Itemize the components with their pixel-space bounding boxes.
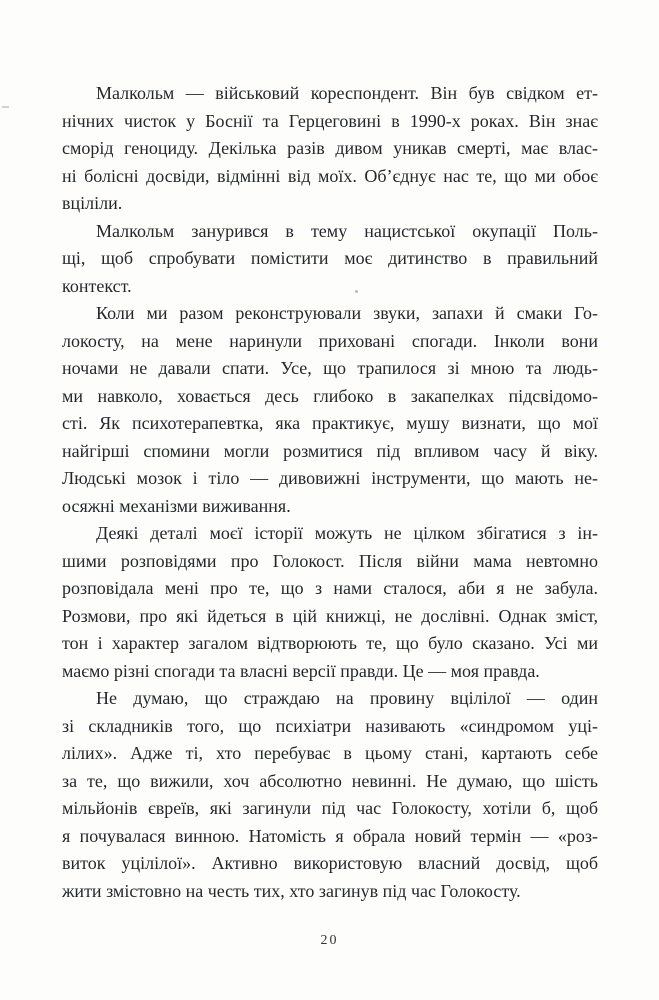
text-line: Малкольм — військовий кореспондент. Він був свідком ет- xyxy=(96,83,598,103)
text-line: виток уцілілої». Активно використовую власний досвід, щоб xyxy=(62,853,598,873)
text-line: я почувалася винною. Натомість я обрала новий термін — «роз- xyxy=(62,825,598,846)
text-line: Людські мозок і тіло — дивовижні інструменти, що мають не- xyxy=(62,468,598,488)
text-line: лілих». Адже ті, хто перебуває в цьому стані, картають себе xyxy=(62,743,598,763)
text-line: осяжні механізми виживання. xyxy=(62,495,291,516)
paragraph xyxy=(62,685,598,905)
text-line: Не думаю, що страждаю на провину вцілілої — один xyxy=(96,688,598,708)
page-number: 20 xyxy=(320,933,339,948)
text-line: Коли ми разом реконструювали звуки, запахи й смаки Го- xyxy=(96,303,598,323)
text-line: розповідала мені про те, що з нами сталося, аби я не забула. xyxy=(62,578,598,598)
text-line: маємо різні спогади та власні версії правди. Це — моя правда. xyxy=(62,660,540,681)
text-line: ні болісні досвіди, відмінні від моїх. Об’єднує нас те, що ми обоє xyxy=(62,165,598,186)
text-line: мільйонів євреїв, які загинули під час Голокосту, хотіли б, щоб xyxy=(62,798,598,818)
paragraph xyxy=(62,520,598,685)
text-line: тон і характер загалом відтворюють те, що було сказано. Усі ми xyxy=(62,633,598,653)
page-text xyxy=(62,80,598,905)
text-line: за те, що вижили, хоч абсолютно невинні. Не думаю, що шість xyxy=(62,770,598,791)
text-line: шими розповідями про Голокост. Після війни мама невтомно xyxy=(62,550,598,571)
text-line: ми навколо, ховається десь глибоко в закапелках підсвідомо- xyxy=(62,385,598,406)
paragraph xyxy=(62,300,598,520)
text-line: щі, щоб спробувати помістити моє дитинство в правильний xyxy=(62,248,598,268)
text-line: нічних чисток у Боснії та Герцеговині в 1990-х роках. Він знає xyxy=(62,110,598,131)
text-line: сморід геноциду. Декілька разів дивом уникав смерті, має влас- xyxy=(62,138,598,158)
text-line: зі складників того, що психіатри називають «синдромом уці- xyxy=(62,715,598,736)
text-line: локосту, на мене наринули приховані спогади. Інколи вони xyxy=(62,330,598,351)
text-line: ночами не давали спати. Усе, що трапилося зі мною та людь- xyxy=(62,358,598,378)
text-line: Розмови, про які йдеться в цій книжці, не дослівні. Однак зміст, xyxy=(62,605,598,626)
text-line: Малкольм занурився в тему нацистської окупації Поль- xyxy=(96,220,598,241)
text-line: вціліли. xyxy=(62,193,123,213)
text-line: найгірші спомини могли розмитися під впливом часу й віку. xyxy=(62,440,598,461)
text-line: контекст. xyxy=(62,275,132,296)
scan-speck xyxy=(2,106,9,108)
text-line: сті. Як психотерапевтка, яка практикує, мушу визнати, що мої xyxy=(62,413,598,433)
paragraph xyxy=(62,218,598,301)
paragraph xyxy=(62,80,598,218)
text-line: Деякі деталі моєї історії можуть не цілком збігатися з ін- xyxy=(96,523,598,543)
text-line: жити змістовно на честь тих, хто загинув під час Голокосту. xyxy=(62,880,521,901)
